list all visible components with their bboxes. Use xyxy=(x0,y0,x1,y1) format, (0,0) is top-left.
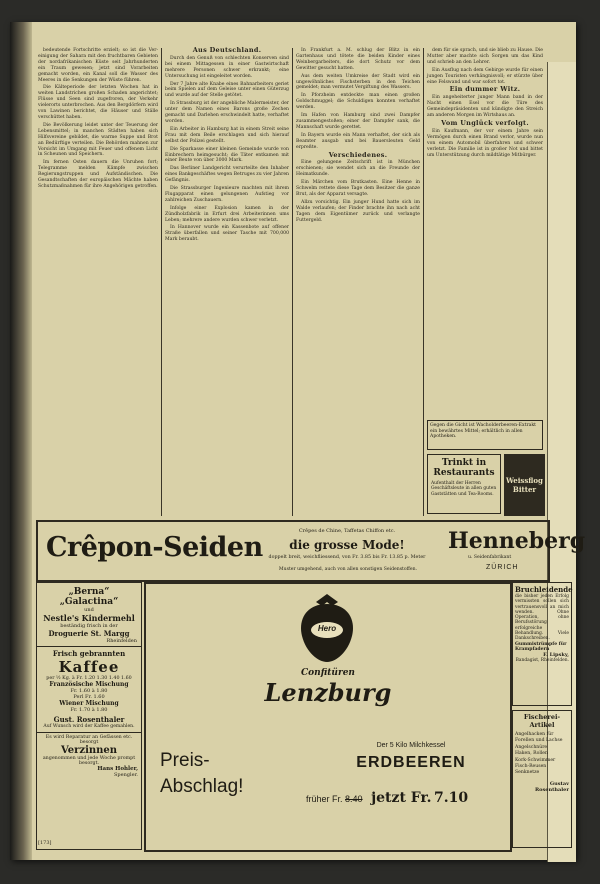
signature-role: Spengler. xyxy=(114,772,138,778)
bruch-name: F. Lipsky, xyxy=(543,651,569,658)
henneberg-sub: u. Seidenfabrikant xyxy=(468,555,512,560)
column-3 xyxy=(296,48,420,516)
product-galactina: „Galactina“ xyxy=(59,597,119,607)
french-mix: Französische Mischung xyxy=(49,681,129,688)
french-price: Fr. 1.60 à 1.80 xyxy=(70,688,108,694)
bruch-label2: Gummistrümpfe für Krampfadern xyxy=(515,641,567,652)
product-erdbeeren: ERDBEEREN xyxy=(356,754,466,771)
brand-lenzburg: Lenzburg xyxy=(264,678,392,707)
col1-paragraph: Im fernen Osten dauern die Unruhen fort; Telegramme melden Kämpfe zwischen Regierungstruppen und Aufständischen. Die Gesandtschaften der europäischen Mächte haben Schutzmaßnahmen für ihre Angehörigen getroffen. xyxy=(38,160,158,189)
vienna-price: Fr. 1.70 à 1.80 xyxy=(70,707,108,713)
col2-paragraph: Der 7 Jahre alte Knabe eines Bahnarbeiters geriet beim Spielen auf dem Geleise unter einen Güterzug und wurde auf der Stelle getötet. xyxy=(165,81,289,99)
drogerie-name: Droguerie St. Margg xyxy=(48,629,130,638)
col4-heading: Vom Unglück verfolgt. xyxy=(441,118,529,127)
fischerei-title: Fischerei-Artikel xyxy=(523,713,561,729)
column-1 xyxy=(38,48,158,516)
kaffee-ad xyxy=(37,646,141,729)
column-4 xyxy=(427,48,543,418)
bruch-title: Bruchleidende xyxy=(515,585,573,594)
gicht-ad xyxy=(427,420,543,450)
column-divider xyxy=(292,48,293,516)
col3-paragraph: Aus dem weiten Umkreise der Stadt wird ein ungewöhnliches Fischsterben in den Teichen gemeldet; man vermutet Vergiftung des Wassers. xyxy=(296,73,420,91)
col2-paragraph: Die Sparkasse einer kleinen Gemeinde wurde von Einbrechern heimgesucht; die Täter entkamen mit einer Beute von über 3000 Mark. xyxy=(165,146,289,164)
brand-henneberg: Henneberg xyxy=(448,528,586,554)
col3-section-paragraph: Ein Märchen vom Brutkasten. Eine Henne in Schwelm rettete diese Tage dem Besitzer die ganze Brut, als der Apparat versagte. xyxy=(296,180,420,197)
column-2 xyxy=(165,48,289,516)
fresh-roasted: Frisch gebrannten xyxy=(52,649,126,658)
col2-paragraph: In Hannover wurde ein Kassenbote auf offener Straße überfallen und seiner Tasche mit 700,000 Mark beraubt. xyxy=(165,225,289,243)
trinkt-ad xyxy=(427,454,501,514)
brand-crepon: Crêpon-Seiden xyxy=(46,532,263,563)
banner-footnote: Muster umgehend, auch von allen sonstigen Seidenstoffen. xyxy=(278,567,418,572)
brand-confitueren: Confitüren xyxy=(301,668,355,678)
abschlag-text: Abschlag! xyxy=(160,776,244,797)
verzinnen-ad xyxy=(37,732,141,778)
col1-paragraph: bedeutende Fortschritte erzielt; so ist die Vereinigung der Sahara mit den fruchtbaren Gebieten der nordafrikanischen Küste seit Jahrhunderten ein Traum gewesen; jetzt sind Vorarbeiten gemacht worden, ein Kanal soll die Wasser des Meeres in die Senkungen der Wüste führen. xyxy=(38,48,158,83)
verzinnen-desc: angenommen und jede Woche prompt besorgt. xyxy=(42,756,136,766)
col3-paragraph: In Frankfurt a. M. schlug der Blitz in ein Gartenhaus und tötete die beiden Kinder eines Weinbergarbeiters, die dort Schutz vor dem Gewitter gesucht hatten. xyxy=(296,48,420,71)
bruch-text: die bisher jeden Erfolg vermissten sollen sich vertrauensvoll an mich wenden. Ohne Operation, ohne Berufsstörung erfolgreiche Behandlung. Viele Dankschreiben. xyxy=(515,594,569,642)
trinkt-title: Trinkt in Restaurants xyxy=(433,458,495,478)
drogerie-location: Rheinfelden xyxy=(106,638,137,644)
jetzt-price: 7.10 xyxy=(433,790,469,806)
left-ads-column xyxy=(36,582,142,850)
banner-line1: Crêpes de Chine, Taffetas Chiffon etc. xyxy=(298,528,396,534)
fischerei-ad xyxy=(512,710,572,848)
col3-section-heading: Verschiedenes. xyxy=(328,150,388,159)
fischerei-item: Angelhacken für Forellen und Lachse xyxy=(515,732,563,744)
banner-prices: doppelt breit, weichfliessend, von Fr. 3.85 bis Fr. 13.85 p. Meter xyxy=(268,555,426,560)
col1-paragraph: Die Bevölkerung leidet unter der Teuerung der Lebensmittel; in manchen Städten haben sich Hilfsvereine gebildet, die warme Suppe und Brot an Bedürftige verteilen. Die Behörden mahnen zur Vorsicht im Umgang mit Feuer und offenem Licht in Scheunen und Speichern. xyxy=(38,122,158,158)
col4-heading: Ein dummer Witz. xyxy=(449,85,521,94)
weissflog-badge xyxy=(504,454,545,516)
kessel-line: Der 5 Kilo Milchkessel xyxy=(376,742,446,749)
newspaper-page xyxy=(10,22,586,860)
preis-text: Preis- xyxy=(160,750,210,771)
frueher-label: früher Fr. xyxy=(306,794,343,804)
reparatur-text: Es wird Reparatur an Gefässen etc. besorgt xyxy=(45,735,133,745)
henneberg-city: ZÜRICH xyxy=(486,564,519,571)
price-line xyxy=(306,790,468,806)
shop-desc: Auf Wunsch wird der Kaffee gemahlen. xyxy=(43,724,135,729)
col2-paragraph: Durch den Genuß von schlechten Konserven sind bei einem Mittagessen in einer Gastwirtschaft mehrere Personen schwer erkrankt; eine Untersuchung ist eingeleitet worden. xyxy=(165,55,289,79)
product-and: und xyxy=(84,607,94,613)
col4-paragraph: Ein Kaufmann, der vor einem Jahre sein Vermögen durch einen Brand verlor, wurde nun von einem Automobil überfahren und schwer verletzt. Die Familie ist in großer Not und bittet um Unterstützung durch mildtätige Mitbürger. xyxy=(427,128,543,158)
vienna-mix: Wiener Mischung xyxy=(59,700,119,707)
frueher-price: 8.40 xyxy=(345,794,363,804)
verzinnen-title: Verzinnen xyxy=(60,745,118,756)
col2-paragraph: Infolge einer Explosion kamen in der Zündholzfabrik in Erfurt drei Arbeiterinnen ums Leben; mehrere andere wurden schwer verletzt. xyxy=(165,205,289,223)
jetzt-label: jetzt Fr. xyxy=(371,790,432,806)
fischerei-item: Haken, Rollen xyxy=(515,751,548,757)
signature-name: Hans Hohler, xyxy=(97,766,138,772)
col3-paragraph: In Pforzheim entdeckte man einen großen Goldschmuggel; die Schuldigen konnten verhaftet werden. xyxy=(296,93,420,111)
bruch-loc: Bandagist, Rheinfelden. xyxy=(515,657,569,663)
column-divider xyxy=(161,48,162,516)
fischerei-seller: Gustav Rosenthaler xyxy=(534,780,569,793)
col2-paragraph: Die Strassburger Ingenieure machten mit ihrem Flugapparat einen gelungenen Aufstieg vor zahlreichen Zuschauern. xyxy=(165,186,289,203)
hero-lenzburg-ad xyxy=(144,582,512,852)
crepon-seiden-banner-ad xyxy=(36,520,586,582)
col4-paragraph: dem für sie sprach, und sie blieb zu Hause. Die Mutter aber machte sich Sorgen um das Kind und schrieb an den Lehrer. xyxy=(427,48,543,65)
col4-paragraph: Ein angeheiterter junger Mann band in der Nacht einen Esel vor die Türe des Gemeindepräsidenten und kündigte den Streich am anderen Morgen im Wirtshaus an. xyxy=(427,95,543,119)
seller-text: beständig frisch in der xyxy=(60,623,118,629)
col2-paragraph: Das Berliner Landgericht verurteilte den Inhaber eines Bankgeschäftes wegen Betruges zu vier Jahren Gefängnis. xyxy=(165,166,289,184)
col2-paragraph: In Strassburg ist der angebliche Malermeister, der unter dem Namen eines Barons große Zechen gemacht und Darlehen erschwindelt hatte, verhaftet worden. xyxy=(165,101,289,124)
col2-paragraph: Ein Arbeiter in Hamburg hat in einem Streit seine Frau mit dem Beile erschlagen und sich hierauf selbst der Polizei gestellt. xyxy=(165,126,289,144)
fischerei-item: Angelschnüre xyxy=(515,744,548,750)
shop-name: Gust. Rosenthaler xyxy=(53,715,125,724)
column-divider xyxy=(423,48,424,516)
weissflog-label: Weissflog Bitter xyxy=(506,476,543,494)
kaffee-title: Kaffee xyxy=(58,658,120,676)
col3-section-paragraph: Allzu vorsichtig. Ein junger Hund hatte sich im Walde verlaufen; der Finder brachte ihn nach acht Tagen dem Eigentümer zurück und verlangte Futtergeld. xyxy=(296,199,420,223)
fischerei-item: Senknetze xyxy=(515,770,540,776)
col4-paragraph: Ein Ausflug nach dem Gebirge wurde für einen jungen Touristen verhängnisvoll; er stürzte über eine Felswand und war sofort tot. xyxy=(427,67,543,85)
col3-paragraph: Im Hafen von Hamburg sind zwei Dampfer zusammengestoßen; einer der Dampfer sank, die Mannschaft wurde gerettet. xyxy=(296,113,420,130)
banner-headline: die grosse Mode! xyxy=(289,538,405,552)
bruchleidende-ad xyxy=(512,582,572,706)
kaffee-prices: per ½ Kg. à Fr. 1.20 1.30 1.40 1.60 xyxy=(46,676,132,681)
trinkt-text: Aufenthalt der Herren Geschäftsleute in allen guten Gaststätten und Tea-Rooms. xyxy=(431,481,497,497)
perl-price: Perl Fr. 1.60 xyxy=(73,694,105,700)
fischerei-item: Kork-Schwimmer xyxy=(515,757,556,763)
col3-section-paragraph: Eine gelungene Zeitschrift ist in München erschienen; sie wendet sich an die Freunde der Heimatkunde. xyxy=(296,160,420,178)
col3-paragraph: In Bayern wurde ein Mann verhaftet, der sich als Beamter ausgab und bei Bauersleuten Geld erpreßte. xyxy=(296,132,420,150)
gicht-ad-text: Gegen die Gicht ist Wacholderbeeren-Extrakt ein bewährtes Mittel; erhältlich in allen Apotheken. xyxy=(430,423,537,440)
col2-heading: Aus Deutschland. xyxy=(192,46,262,54)
page-number: [173] xyxy=(38,840,52,846)
book-spine xyxy=(10,22,32,860)
col1-paragraph: Die Kälteperiode der letzten Wochen hat in weiten Landstrichen großen Schaden angerichtet; Flüsse und Seen sind zugefroren, der Verkehr vielerorts unterbrochen. Aus den Bergdörfern wird von Lawinen berichtet, die Häuser und Ställe verschüttet haben. xyxy=(38,85,158,120)
hero-logo: Hero xyxy=(317,624,337,633)
product-nestle: Nestle's Kindermehl xyxy=(43,613,135,623)
fischerei-items xyxy=(515,732,569,777)
product-berna: „Berna“ xyxy=(68,587,110,597)
nestle-ad xyxy=(37,583,141,644)
fischerei-item: Fisch-Reusen xyxy=(515,764,547,770)
